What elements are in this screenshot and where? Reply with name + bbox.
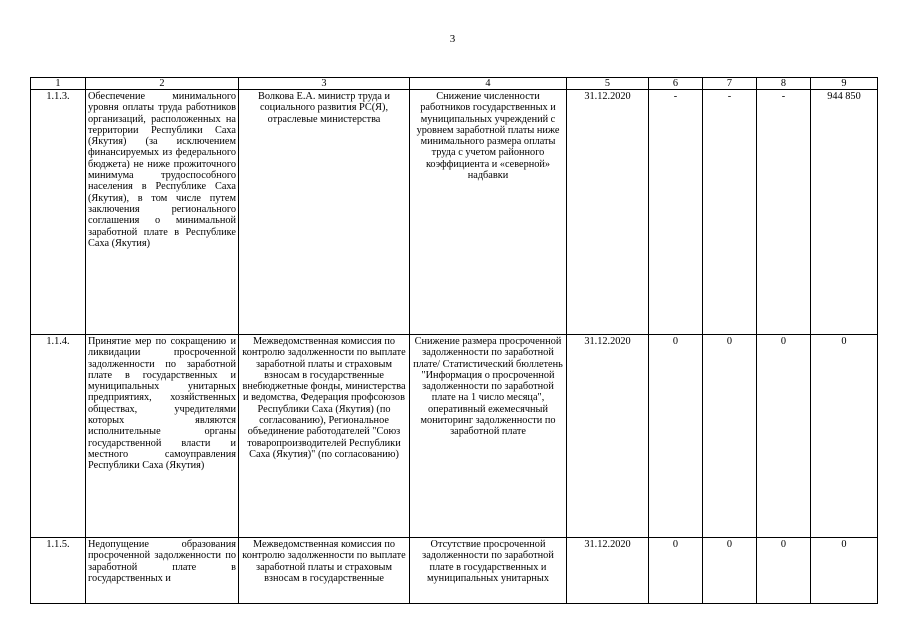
expected-result: Отсутствие просроченной задолженности по заработной плате в государственных и муниципальных унитарных [410, 538, 567, 604]
column-number: 5 [567, 78, 649, 90]
expected-result: Снижение численности работников государственных и муниципальных учреждений с уровнем заработной платы ниже минимального размера оплаты труда с учетом районного коэффициента и «северной» надбавки [410, 90, 567, 335]
measure-description: Обеспечение минимального уровня оплаты труда работников организаций, расположенных на территории Республики Саха (Якутия) (за исключением финансируемых из федерального бюджета) не ниже прожиточного минимума трудоспособного населения в Республике Саха (Якутия), в том числе путем заключения регионального соглашения о минимальной заработной плате в Республике Саха (Якутия) [86, 90, 239, 335]
responsible-executor: Волкова Е.А. министр труда и социального развития РС(Я), отраслевые министерства [239, 90, 410, 335]
column-number: 9 [811, 78, 878, 90]
deadline-date: 31.12.2020 [567, 538, 649, 604]
value-col-9: 944 850 [811, 90, 878, 335]
measure-description: Принятие мер по сокращению и ликвидации просроченной задолженности по заработной плате в государственных и муниципальных унитарных предприятиях, хозяйственных обществах, учредителями которых являются исполнительные органы государственной власти и местного самоуправления Республики Саха (Якутия) [86, 335, 239, 538]
value-col-6: 0 [649, 538, 703, 604]
column-number: 8 [757, 78, 811, 90]
item-number: 1.1.5. [31, 538, 86, 604]
deadline-date: 31.12.2020 [567, 335, 649, 538]
value-col-8: - [757, 90, 811, 335]
item-number: 1.1.4. [31, 335, 86, 538]
value-col-9: 0 [811, 335, 878, 538]
column-number: 6 [649, 78, 703, 90]
value-col-6: 0 [649, 335, 703, 538]
responsible-executor: Межведомственная комиссия по контролю задолженности по выплате заработной платы и страховым взносам в государственные внебюджетные фонды, министерства и ведомства, Федерация профсоюзов Республики Саха (Якутия) (по согласованию), Региональное объединение работодателей "Союз товаропроизводителей Республики Саха (Якутия)" (по согласованию) [239, 335, 410, 538]
measures-table [30, 77, 878, 604]
column-number: 2 [86, 78, 239, 90]
value-col-8: 0 [757, 538, 811, 604]
value-col-7: 0 [703, 538, 757, 604]
value-col-8: 0 [757, 335, 811, 538]
table-row [31, 538, 878, 604]
value-col-7: 0 [703, 335, 757, 538]
table-row [31, 90, 878, 335]
column-number: 1 [31, 78, 86, 90]
expected-result: Снижение размера просроченной задолженности по заработной плате/ Статистический бюллетень "Информация о просроченной задолженности по заработной плате на 1 число месяца", оперативный ежемесячный мониторинг задолженности по заработной плате [410, 335, 567, 538]
column-number: 4 [410, 78, 567, 90]
column-number-row [31, 78, 878, 90]
deadline-date: 31.12.2020 [567, 90, 649, 335]
page-number: 3 [449, 33, 456, 45]
item-number: 1.1.3. [31, 90, 86, 335]
table-row [31, 335, 878, 538]
measure-description: Недопущение образования просроченной задолженности по заработной плате в государственных и [86, 538, 239, 604]
column-number: 3 [239, 78, 410, 90]
value-col-9: 0 [811, 538, 878, 604]
value-col-7: - [703, 90, 757, 335]
column-number: 7 [703, 78, 757, 90]
value-col-6: - [649, 90, 703, 335]
responsible-executor: Межведомственная комиссия по контролю задолженности по выплате заработной платы и страховым взносам в государственные [239, 538, 410, 604]
